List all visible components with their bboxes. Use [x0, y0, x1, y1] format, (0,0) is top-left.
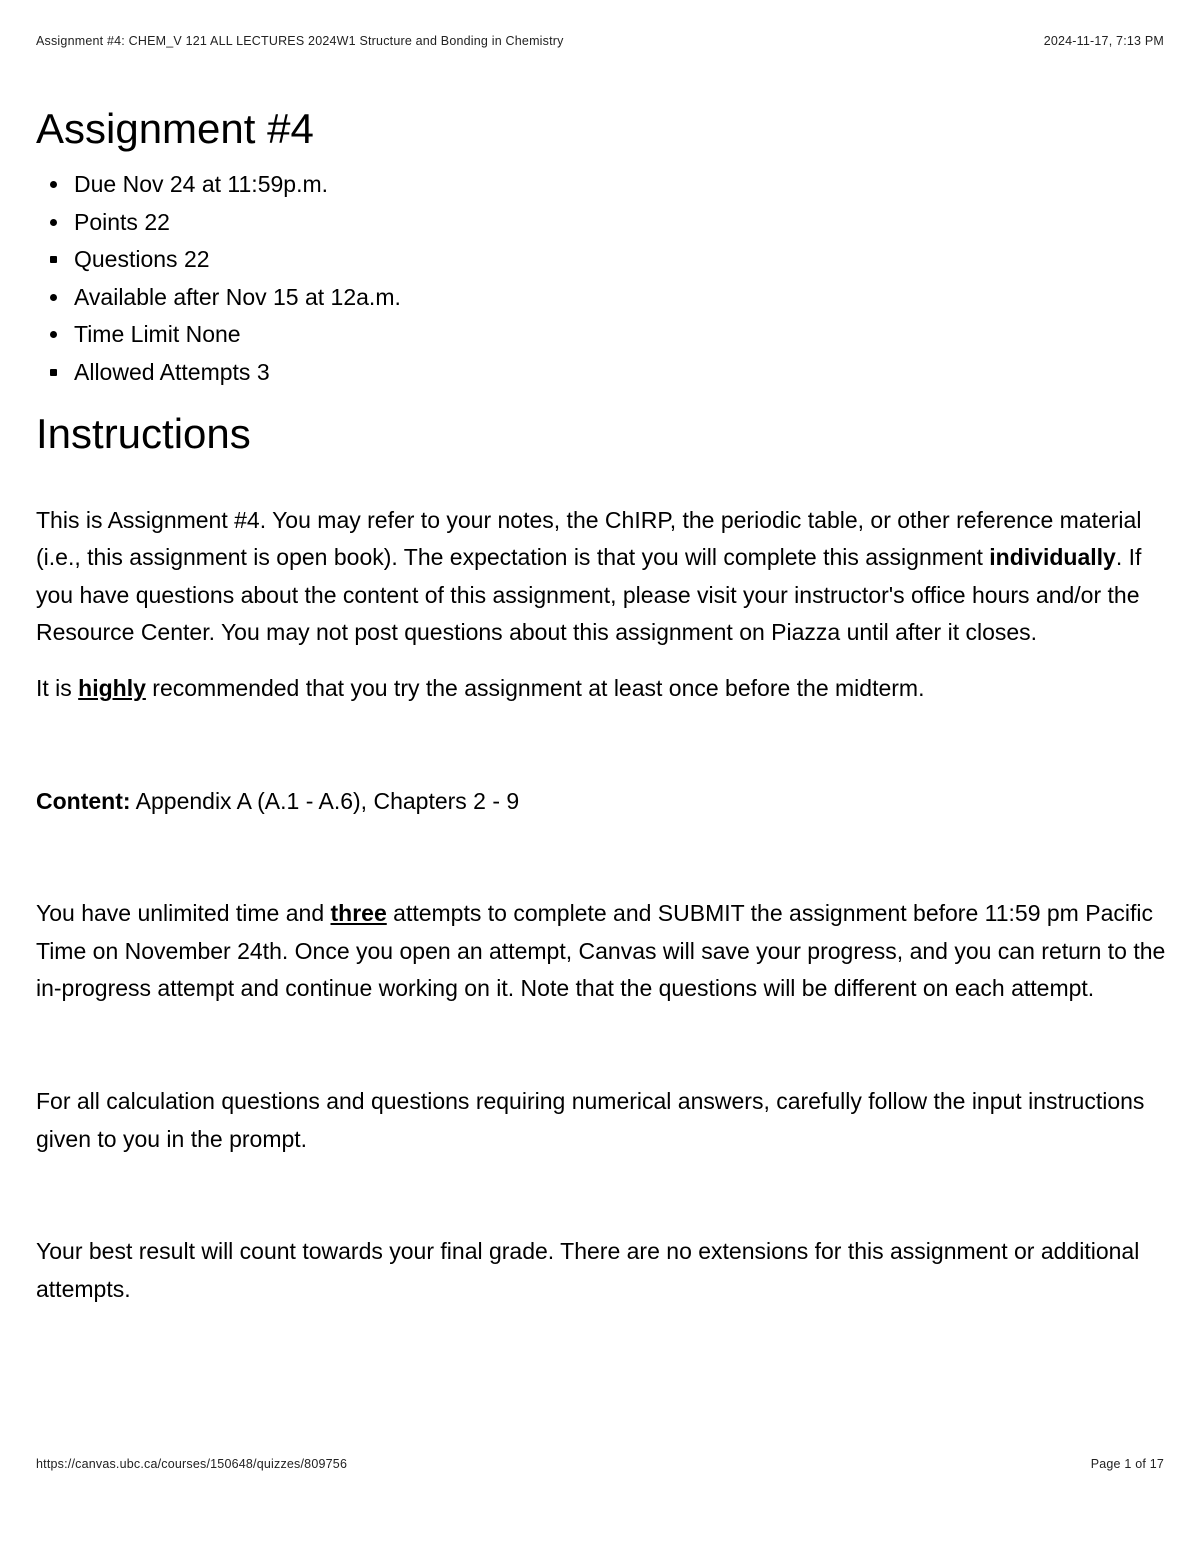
bullet-icon: [50, 294, 57, 301]
instructions-paragraph-calculations: For all calculation questions and questions requiring numerical answers, carefully follow the input instructions given to you in the prompt.: [36, 1087, 1145, 1152]
attempts-emphasis: three: [330, 900, 387, 927]
instructions-heading: Instructions: [36, 409, 251, 457]
detail-label: Available: [74, 283, 167, 310]
instructions-paragraph-grading: Your best result will count towards your final grade. There are no extensions for this assignment or additional attempts.: [36, 1238, 1140, 1302]
content-label: Content:: [36, 787, 131, 814]
page-url: https://canvas.ubc.ca/courses/150648/quizzes/809756: [36, 1457, 348, 1471]
detail-label: Questions: [74, 246, 178, 273]
detail-points: [36, 204, 1166, 242]
detail-value: Nov 24 at 11:59p.m.: [122, 171, 329, 197]
detail-due: [36, 166, 1166, 204]
attempts-text-2: attempts to complete and SUBMIT the assignment before 11:59 pm Pacific Time on November 24th. Once you open an attempt, Canvas will save your progress, and you can return to the in-progress attempt and continue working on it. Note that the questions will be different on each attempt.: [36, 900, 1166, 1002]
bullet-icon: [50, 369, 57, 376]
print-footer: [36, 1457, 1164, 1471]
detail-allowed-attempts: [36, 354, 1166, 392]
print-timestamp: 2024-11-17, 7:13 PM: [1043, 34, 1164, 48]
detail-questions: [36, 241, 1166, 279]
recommendation-text-2: recommended that you try the assignment at least once before the midterm.: [145, 674, 925, 701]
detail-value: after Nov 15 at 12a.m.: [173, 283, 401, 310]
detail-value: 22: [144, 208, 170, 235]
instructions-paragraph-content: [36, 783, 1166, 821]
detail-value: None: [185, 321, 241, 348]
intro-emphasis: individually: [989, 544, 1116, 571]
recommendation-emphasis: highly: [78, 674, 146, 701]
content-text: Appendix A (A.1 - A.6), Chapters 2 - 9: [130, 787, 520, 814]
recommendation-text-1: It is: [36, 674, 79, 701]
detail-value: 3: [256, 358, 270, 385]
detail-time-limit: [36, 316, 1166, 354]
instructions-paragraph-attempts: [36, 895, 1166, 1008]
assignment-content: [36, 100, 1166, 1308]
assignment-details-list: [36, 166, 1166, 392]
detail-label: Time Limit: [74, 321, 180, 348]
print-header: [36, 34, 1164, 48]
instructions-paragraph-recommendation: [36, 670, 1166, 708]
document-title: Assignment #4: CHEM_V 121 ALL LECTURES 2024W1 Structure and Bonding in Chemistry: [36, 34, 564, 48]
detail-value: 22: [183, 246, 210, 273]
instructions-paragraph-intro: [36, 502, 1166, 652]
intro-text-2: . If you have questions about the content of this assignment, please visit your instructor's office hours and/or the Resource Center. You may not post questions about this assignment on Piazza until after it closes.: [36, 544, 1142, 646]
detail-label: Due: [74, 171, 117, 197]
detail-label: Points: [74, 208, 138, 235]
bullet-icon: [50, 219, 57, 226]
intro-text-1: This is Assignment #4. You may refer to your notes, the ChIRP, the periodic table, or other reference material (i.e., this assignment is open book). The expectation is that you will complete this assignment: [36, 506, 1142, 571]
bullet-icon: [50, 331, 57, 338]
page-number: Page 1 of 17: [1090, 1457, 1164, 1471]
detail-label: Allowed Attempts: [74, 358, 251, 385]
bullet-icon: [50, 256, 57, 263]
detail-available: [36, 279, 1166, 317]
bullet-icon: [50, 181, 57, 188]
page-title: Assignment #4: [36, 105, 314, 152]
attempts-text-1: You have unlimited time and: [36, 900, 331, 927]
